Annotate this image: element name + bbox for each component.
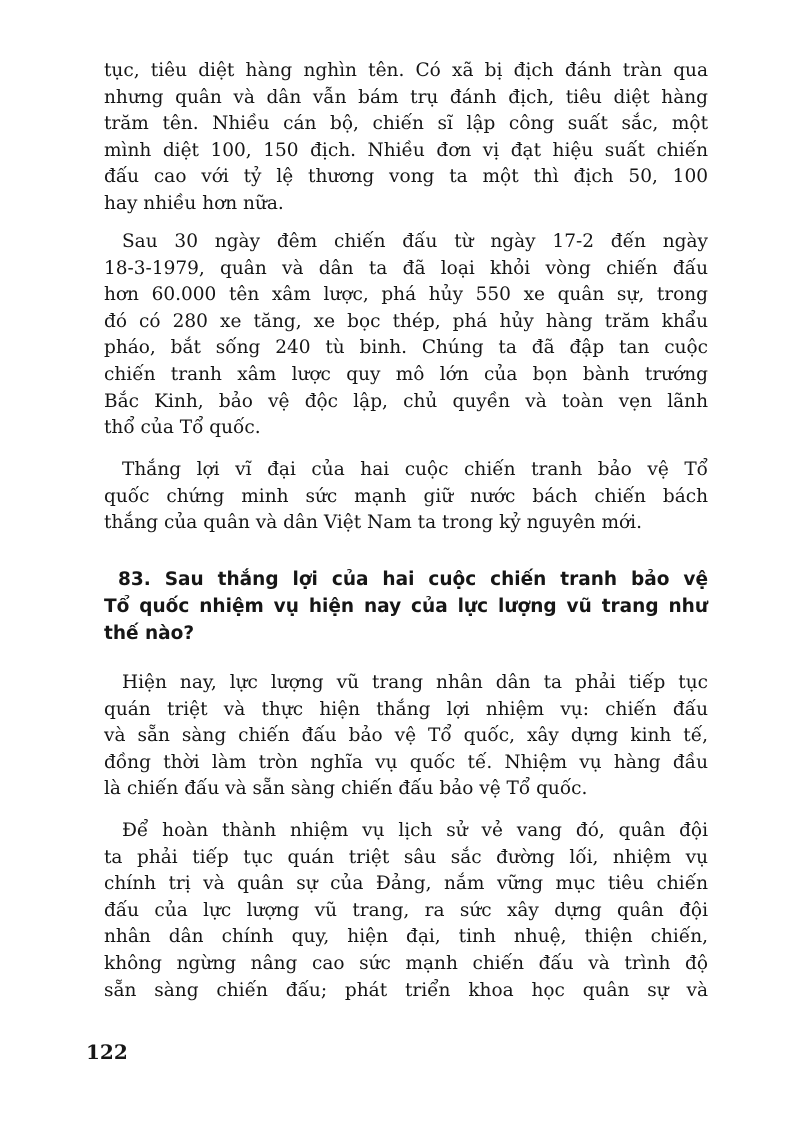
- paragraph-2: [104, 229, 708, 442]
- paragraph-4: [104, 670, 708, 803]
- text-line: thổ của Tổ quốc.: [104, 417, 261, 439]
- text-line: Hiện nay, lực lượng vũ trang nhân dân ta phải tiếp tục: [122, 672, 708, 693]
- heading-line: 83. Sau thắng lợi của hai cuộc chiến tranh bảo vệ: [118, 569, 708, 590]
- text-line: Sau 30 ngày đêm chiến đấu từ ngày 17-2 đến ngày: [122, 231, 708, 252]
- text-line: 18-3-1979, quân và dân ta đã loại khỏi vòng chiến đấu: [104, 257, 708, 279]
- question-83-heading: [104, 566, 708, 647]
- text-line: đấu cao với tỷ lệ thương vong ta một thì địch 50, 100: [104, 166, 708, 188]
- text-line: mình diệt 100, 150 địch. Nhiều đơn vị đạt hiệu suất chiến: [104, 139, 708, 161]
- heading-line: Tổ quốc nhiệm vụ hiện nay của lực lượng vũ trang như: [104, 596, 708, 617]
- text-line: hơn 60.000 tên xâm lược, phá hủy 550 xe quân sự, trong: [104, 284, 708, 306]
- text-line: đó có 280 xe tăng, xe bọc thép, phá hủy hàng trăm khẩu: [104, 310, 708, 332]
- heading-line: thế nào?: [104, 623, 195, 644]
- text-line: Thắng lợi vĩ đại của hai cuộc chiến tranh bảo vệ Tổ: [122, 459, 708, 480]
- text-line: và sẵn sàng chiến đấu bảo vệ Tổ quốc, xây dựng kinh tế,: [104, 725, 708, 747]
- text-line: chính trị và quân sự của Đảng, nắm vững mục tiêu chiến: [104, 873, 708, 895]
- text-line: Bắc Kinh, bảo vệ độc lập, chủ quyền và toàn vẹn lãnh: [104, 390, 708, 412]
- text-line: không ngừng nâng cao sức mạnh chiến đấu và trình độ: [104, 952, 708, 974]
- text-line: thắng của quân và dân Việt Nam ta trong kỷ nguyên mới.: [104, 512, 642, 534]
- text-line: nhân dân chính quy, hiện đại, tinh nhuệ, thiện chiến,: [104, 926, 708, 948]
- text-line: nhưng quân và dân vẫn bám trụ đánh địch, tiêu diệt hàng: [104, 86, 708, 108]
- paragraph-1: [104, 58, 708, 218]
- text-line: ta phải tiếp tục quán triệt sâu sắc đường lối, nhiệm vụ: [104, 846, 708, 868]
- text-line: quốc chứng minh sức mạnh giữ nước bách chiến bách: [104, 485, 708, 507]
- text-line: hay nhiều hơn nữa.: [104, 192, 284, 214]
- text-line: là chiến đấu và sẵn sàng chiến đấu bảo vệ Tổ quốc.: [104, 778, 588, 800]
- text-line: đồng thời làm tròn nghĩa vụ quốc tế. Nhiệm vụ hàng đầu: [104, 751, 708, 773]
- text-line: quán triệt và thực hiện thắng lợi nhiệm vụ: chiến đấu: [104, 698, 708, 720]
- paragraph-3: [104, 457, 708, 537]
- text-line: chiến tranh xâm lược quy mô lớn của bọn bành trướng: [104, 363, 708, 385]
- text-line: pháo, bắt sống 240 tù binh. Chúng ta đã đập tan cuộc: [104, 337, 708, 359]
- text-line: sẵn sàng chiến đấu; phát triển khoa học quân sự và: [104, 979, 708, 1001]
- text-line: trăm tên. Nhiều cán bộ, chiến sĩ lập công suất sắc, một: [104, 113, 708, 135]
- text-line: đấu của lực lượng vũ trang, ra sức xây dựng quân đội: [104, 899, 708, 921]
- text-line: tục, tiêu diệt hàng nghìn tên. Có xã bị địch đánh tràn qua: [104, 60, 708, 81]
- page-number: 122: [86, 1040, 128, 1064]
- paragraph-5: [104, 818, 708, 1004]
- text-line: Để hoàn thành nhiệm vụ lịch sử vẻ vang đó, quân đội: [122, 820, 708, 841]
